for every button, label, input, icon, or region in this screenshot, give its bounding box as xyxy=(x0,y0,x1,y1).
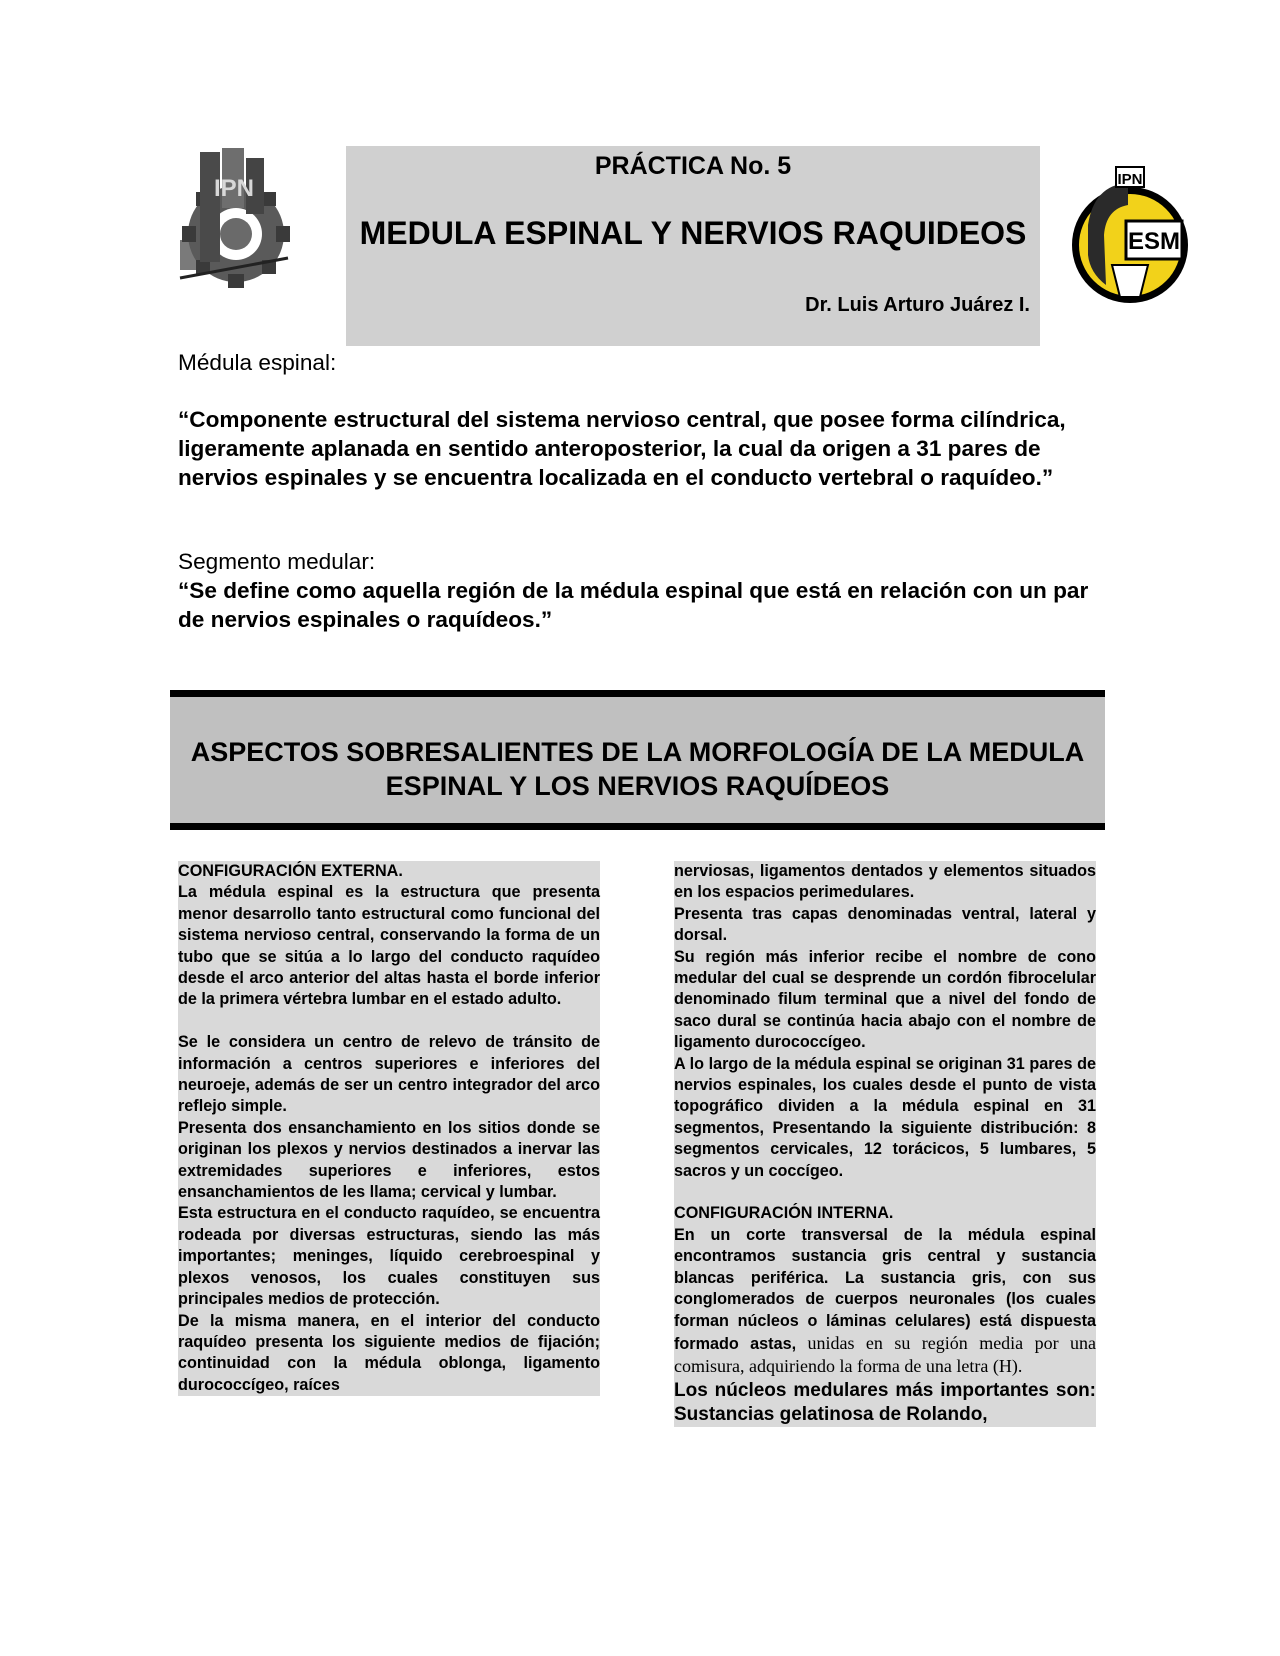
esm-logo-top-text: IPN xyxy=(1117,171,1143,188)
external-config-heading: CONFIGURACIÓN EXTERNA. xyxy=(178,862,403,880)
paragraph: De la misma manera, en el interior del conducto raquídeo presenta los siguiente medios de fijación; continuidad con la médula oblonga, ligamento durococcígeo, raíces xyxy=(178,1311,600,1394)
title-box xyxy=(346,146,1040,346)
ipn-logo xyxy=(178,148,296,290)
medula-heading: Médula espinal: xyxy=(178,350,337,375)
section-title: ASPECTOS SOBRESALIENTES DE LA MORFOLOGÍA DE LA MEDULA ESPINAL Y LOS NERVIOS RAQUÍDEOS xyxy=(190,737,1085,801)
paragraph: Se le considera un centro de relevo de tránsito de información a centros superiores e inferiores del neuroeje, además de ser un centro integrador del arco reflejo simple. xyxy=(178,1033,600,1116)
paragraph xyxy=(674,1225,1096,1379)
segmento-heading: Segmento medular: xyxy=(178,549,376,574)
paragraph: nerviosas, ligamentos dentados y elementos situados en los espacios perimedulares. xyxy=(674,862,1096,902)
right-column xyxy=(674,861,1096,1427)
internal-config-heading: CONFIGURACIÓN INTERNA. xyxy=(674,1204,894,1223)
section-banner xyxy=(170,690,1105,830)
paragraph: Presenta dos ensanchamiento en los sitios donde se originan los plexos y nervios destinados a inervar las extremidades superiores e inferiores, estos ensanchamientos de les llama; cervical y lumbar. xyxy=(178,1118,600,1202)
esm-logo xyxy=(1068,165,1192,309)
paragraph: Presenta tras capas denominadas ventral, lateral y dorsal. xyxy=(674,904,1096,945)
paragraph-serif-part: unidas en su región media por una comisura, adquiriendo la forma de una letra (H). xyxy=(674,1332,1097,1377)
paragraph: A lo largo de la médula espinal se originan 31 pares de nervios espinales, los cuales desde el punto de vista topográfico dividen a la médula espinal en 31 segmentos, Presentando la siguiente distribución: 8 segmentos cervicales, 12 torácicos, 5 lumbares, 5 sacros y un coccígeo. xyxy=(674,1054,1096,1180)
segmento-definition: “Se define como aquella región de la médula espinal que está en relación con un par de nervios espinales o raquídeos.” xyxy=(178,578,1089,632)
medula-definition: “Componente estructural del sistema nervioso central, que posee forma cilíndrica, ligeramente aplanada en sentido anteroposterior, la cual da origen a 31 pares de nervios espinales y se encuentra localizada en el conducto vertebral o raquídeo.” xyxy=(178,407,1066,490)
page-title: MEDULA ESPINAL Y NERVIOS RAQUIDEOS xyxy=(359,215,1027,251)
practice-number: PRÁCTICA No. 5 xyxy=(594,152,792,180)
paragraph: Su región más inferior recibe el nombre de cono medular del cual se desprende un cordón fibrocelular denominado filum terminal que a nivel del fondo de saco dural se continúa hacia abajo con el nombre de ligamento durococcígeo. xyxy=(674,947,1096,1052)
paragraph-bold-part: En un corte transversal de la médula espinal encontramos sustancia gris central y sustancia blancas periférica. La sustancia gris, con sus conglomerados de cuerpos neuronales (los cuales forman núcleos o láminas celulares) está dispuesta formado astas, xyxy=(674,1225,1096,1353)
author: Dr. Luis Arturo Juárez I. xyxy=(805,294,1030,316)
paragraph: La médula espinal es la estructura que presenta menor desarrollo tanto estructural como funcional del sistema nervioso central, conservando la forma de un tubo que se sitúa a lo largo del conducto raquídeo desde el arco anterior del altas hasta el borde inferior de la primera vértebra lumbar en el estado adulto. xyxy=(178,883,600,1009)
paragraph: Los núcleos medulares más importantes son: Sustancias gelatinosa de Rolando, xyxy=(674,1379,1096,1425)
left-column xyxy=(178,861,600,1396)
esm-logo-text: ESM xyxy=(1127,228,1181,255)
ipn-logo-text: IPN xyxy=(213,175,255,202)
paragraph: Esta estructura en el conducto raquídeo, se encuentra rodeada por diversas estructuras, siendo las más importantes; meninges, líquido cerebroespinal y plexos venosos, los cuales constituyen sus principales medios de protección. xyxy=(178,1204,600,1309)
